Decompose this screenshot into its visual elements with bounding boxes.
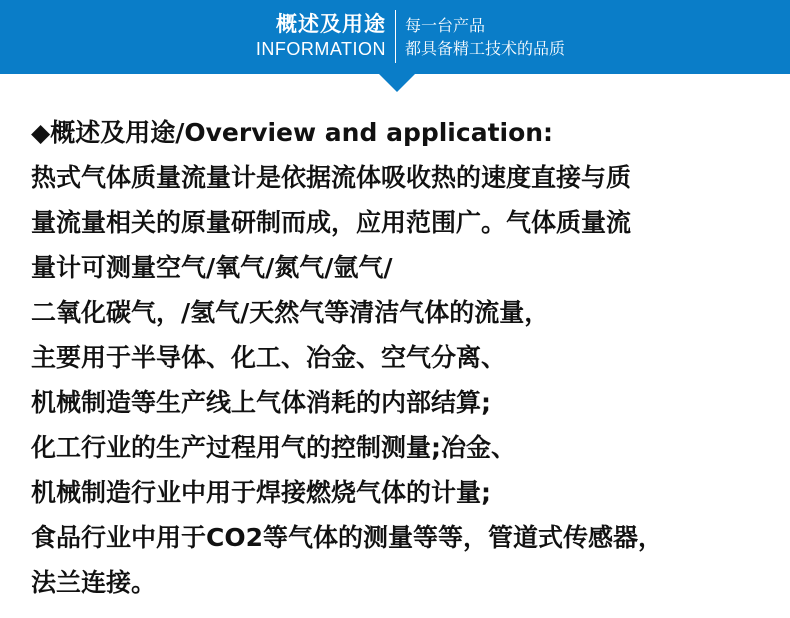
description-line: 主要用于半导体、化工、冶金、空气分离、 <box>31 343 507 372</box>
description-line: 机械制造等生产线上气体消耗的内部结算; <box>31 388 491 417</box>
description-line: 热式气体质量流量计是依据流体吸收热的速度直接与质 <box>31 163 632 192</box>
header-slogan-line1: 每一台产品 <box>405 16 486 35</box>
description-line: 食品行业中用于CO2等气体的测量等等，管道式传感器， <box>31 523 663 552</box>
header-title: 概述及用途 <box>276 12 386 36</box>
description-line: 化工行业的生产过程用气的控制测量;冶金、 <box>31 433 516 462</box>
header-title-group <box>256 11 386 61</box>
description-heading: ◆概述及用途/Overview and application: <box>31 118 554 147</box>
description-line: 量计可测量空气/氧气/氮气/氩气/ <box>31 253 393 282</box>
description-line: 法兰连接。 <box>31 568 157 597</box>
description-line: 机械制造行业中用于焊接燃烧气体的计量; <box>31 478 491 507</box>
description-line: 二氧化碳气，/氢气/天然气等清洁气体的流量， <box>31 298 550 327</box>
header-banner <box>0 0 790 74</box>
header-divider <box>395 10 396 63</box>
header-subtitle-en: INFORMATION <box>255 39 386 59</box>
header-notch-arrow <box>379 74 415 92</box>
description-text <box>31 110 781 605</box>
header-slogan <box>405 14 565 60</box>
description-line: 量流量相关的原量研制而成，应用范围广。气体质量流 <box>31 208 632 237</box>
header-slogan-line2: 都具备精工技术的品质 <box>405 39 566 58</box>
